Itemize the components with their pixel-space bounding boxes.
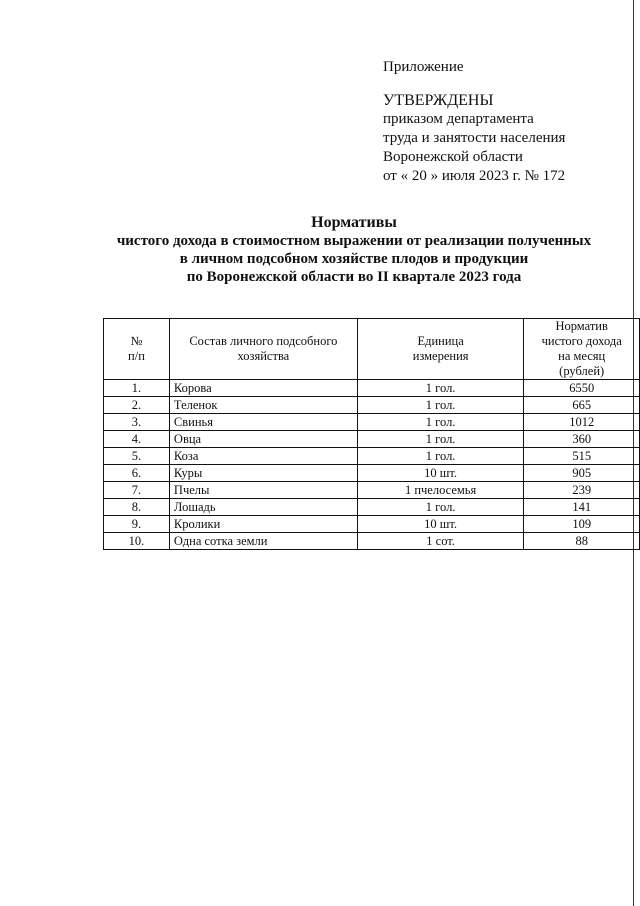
approval-line: приказом департамента — [383, 111, 534, 127]
cell-number: 7. — [104, 482, 170, 499]
header-norm — [524, 319, 640, 380]
header-text: п/п — [128, 349, 145, 363]
cell-name: Куры — [169, 465, 357, 482]
cell-name: Овца — [169, 431, 357, 448]
cell-value: 515 — [524, 448, 640, 465]
cell-value: 6550 — [524, 380, 640, 397]
cell-value: 109 — [524, 516, 640, 533]
cell-value: 1012 — [524, 414, 640, 431]
title-line: по Воронежской области во II квартале 2023 года — [186, 269, 522, 285]
cell-unit: 10 шт. — [357, 516, 524, 533]
title-line: в личном подсобном хозяйстве плодов и продукции — [179, 251, 529, 267]
cell-name: Кролики — [169, 516, 357, 533]
title-heading: Нормативы — [311, 214, 397, 231]
cell-name: Пчелы — [169, 482, 357, 499]
cell-number: 9. — [104, 516, 170, 533]
table-row — [104, 516, 640, 533]
cell-name: Коза — [169, 448, 357, 465]
cell-unit: 1 гол. — [357, 397, 524, 414]
cell-number: 6. — [104, 465, 170, 482]
table-row — [104, 465, 640, 482]
header-text: (рублей) — [559, 364, 605, 378]
header-text: измерения — [412, 349, 469, 363]
cell-value: 905 — [524, 465, 640, 482]
table-row — [104, 533, 640, 550]
table-header-row — [104, 319, 640, 380]
cell-unit: 1 гол. — [357, 499, 524, 516]
cell-name: Лошадь — [169, 499, 357, 516]
cell-value: 141 — [524, 499, 640, 516]
cell-unit: 1 гол. — [357, 414, 524, 431]
cell-value: 239 — [524, 482, 640, 499]
header-text: Единица — [417, 334, 464, 348]
cell-number: 1. — [104, 380, 170, 397]
cell-unit: 1 гол. — [357, 431, 524, 448]
table-row — [104, 448, 640, 465]
approval-line: труда и занятости населения — [383, 130, 566, 146]
norms-table — [103, 318, 640, 550]
appendix-label: Приложение — [383, 59, 464, 75]
cell-unit: 1 гол. — [357, 448, 524, 465]
header-unit — [357, 319, 524, 380]
cell-number: 2. — [104, 397, 170, 414]
header-text: Норматив — [555, 319, 608, 333]
approval-line: Воронежской области — [383, 149, 523, 165]
cell-value: 88 — [524, 533, 640, 550]
header-text: хозяйства — [237, 349, 290, 363]
cell-number: 10. — [104, 533, 170, 550]
cell-value: 360 — [524, 431, 640, 448]
document-title — [0, 214, 640, 286]
table-row — [104, 482, 640, 499]
table-row — [104, 380, 640, 397]
cell-name: Теленок — [169, 397, 357, 414]
cell-unit: 1 гол. — [357, 380, 524, 397]
cell-number: 5. — [104, 448, 170, 465]
header-number — [104, 319, 170, 380]
approval-block — [383, 58, 565, 186]
cell-name: Свинья — [169, 414, 357, 431]
header-text: № — [130, 334, 143, 348]
header-text: Состав личного подсобного — [189, 334, 338, 348]
table-row — [104, 414, 640, 431]
cell-unit: 10 шт. — [357, 465, 524, 482]
table-row — [104, 397, 640, 414]
cell-number: 3. — [104, 414, 170, 431]
table-row — [104, 499, 640, 516]
cell-value: 665 — [524, 397, 640, 414]
cell-number: 8. — [104, 499, 170, 516]
cell-unit: 1 пчелосемья — [357, 482, 524, 499]
cell-number: 4. — [104, 431, 170, 448]
header-composition — [169, 319, 357, 380]
header-text: на месяц — [558, 349, 606, 363]
approved-label: УТВЕРЖДЕНЫ — [383, 92, 494, 109]
title-line: чистого дохода в стоимостном выражении от реализации полученных — [116, 233, 592, 249]
table-row — [104, 431, 640, 448]
cell-name: Одна сотка земли — [169, 533, 357, 550]
cell-name: Корова — [169, 380, 357, 397]
header-text: чистого дохода — [541, 334, 622, 348]
approval-order-date: от « 20 » июля 2023 г. № 172 — [383, 168, 566, 184]
cell-unit: 1 сот. — [357, 533, 524, 550]
